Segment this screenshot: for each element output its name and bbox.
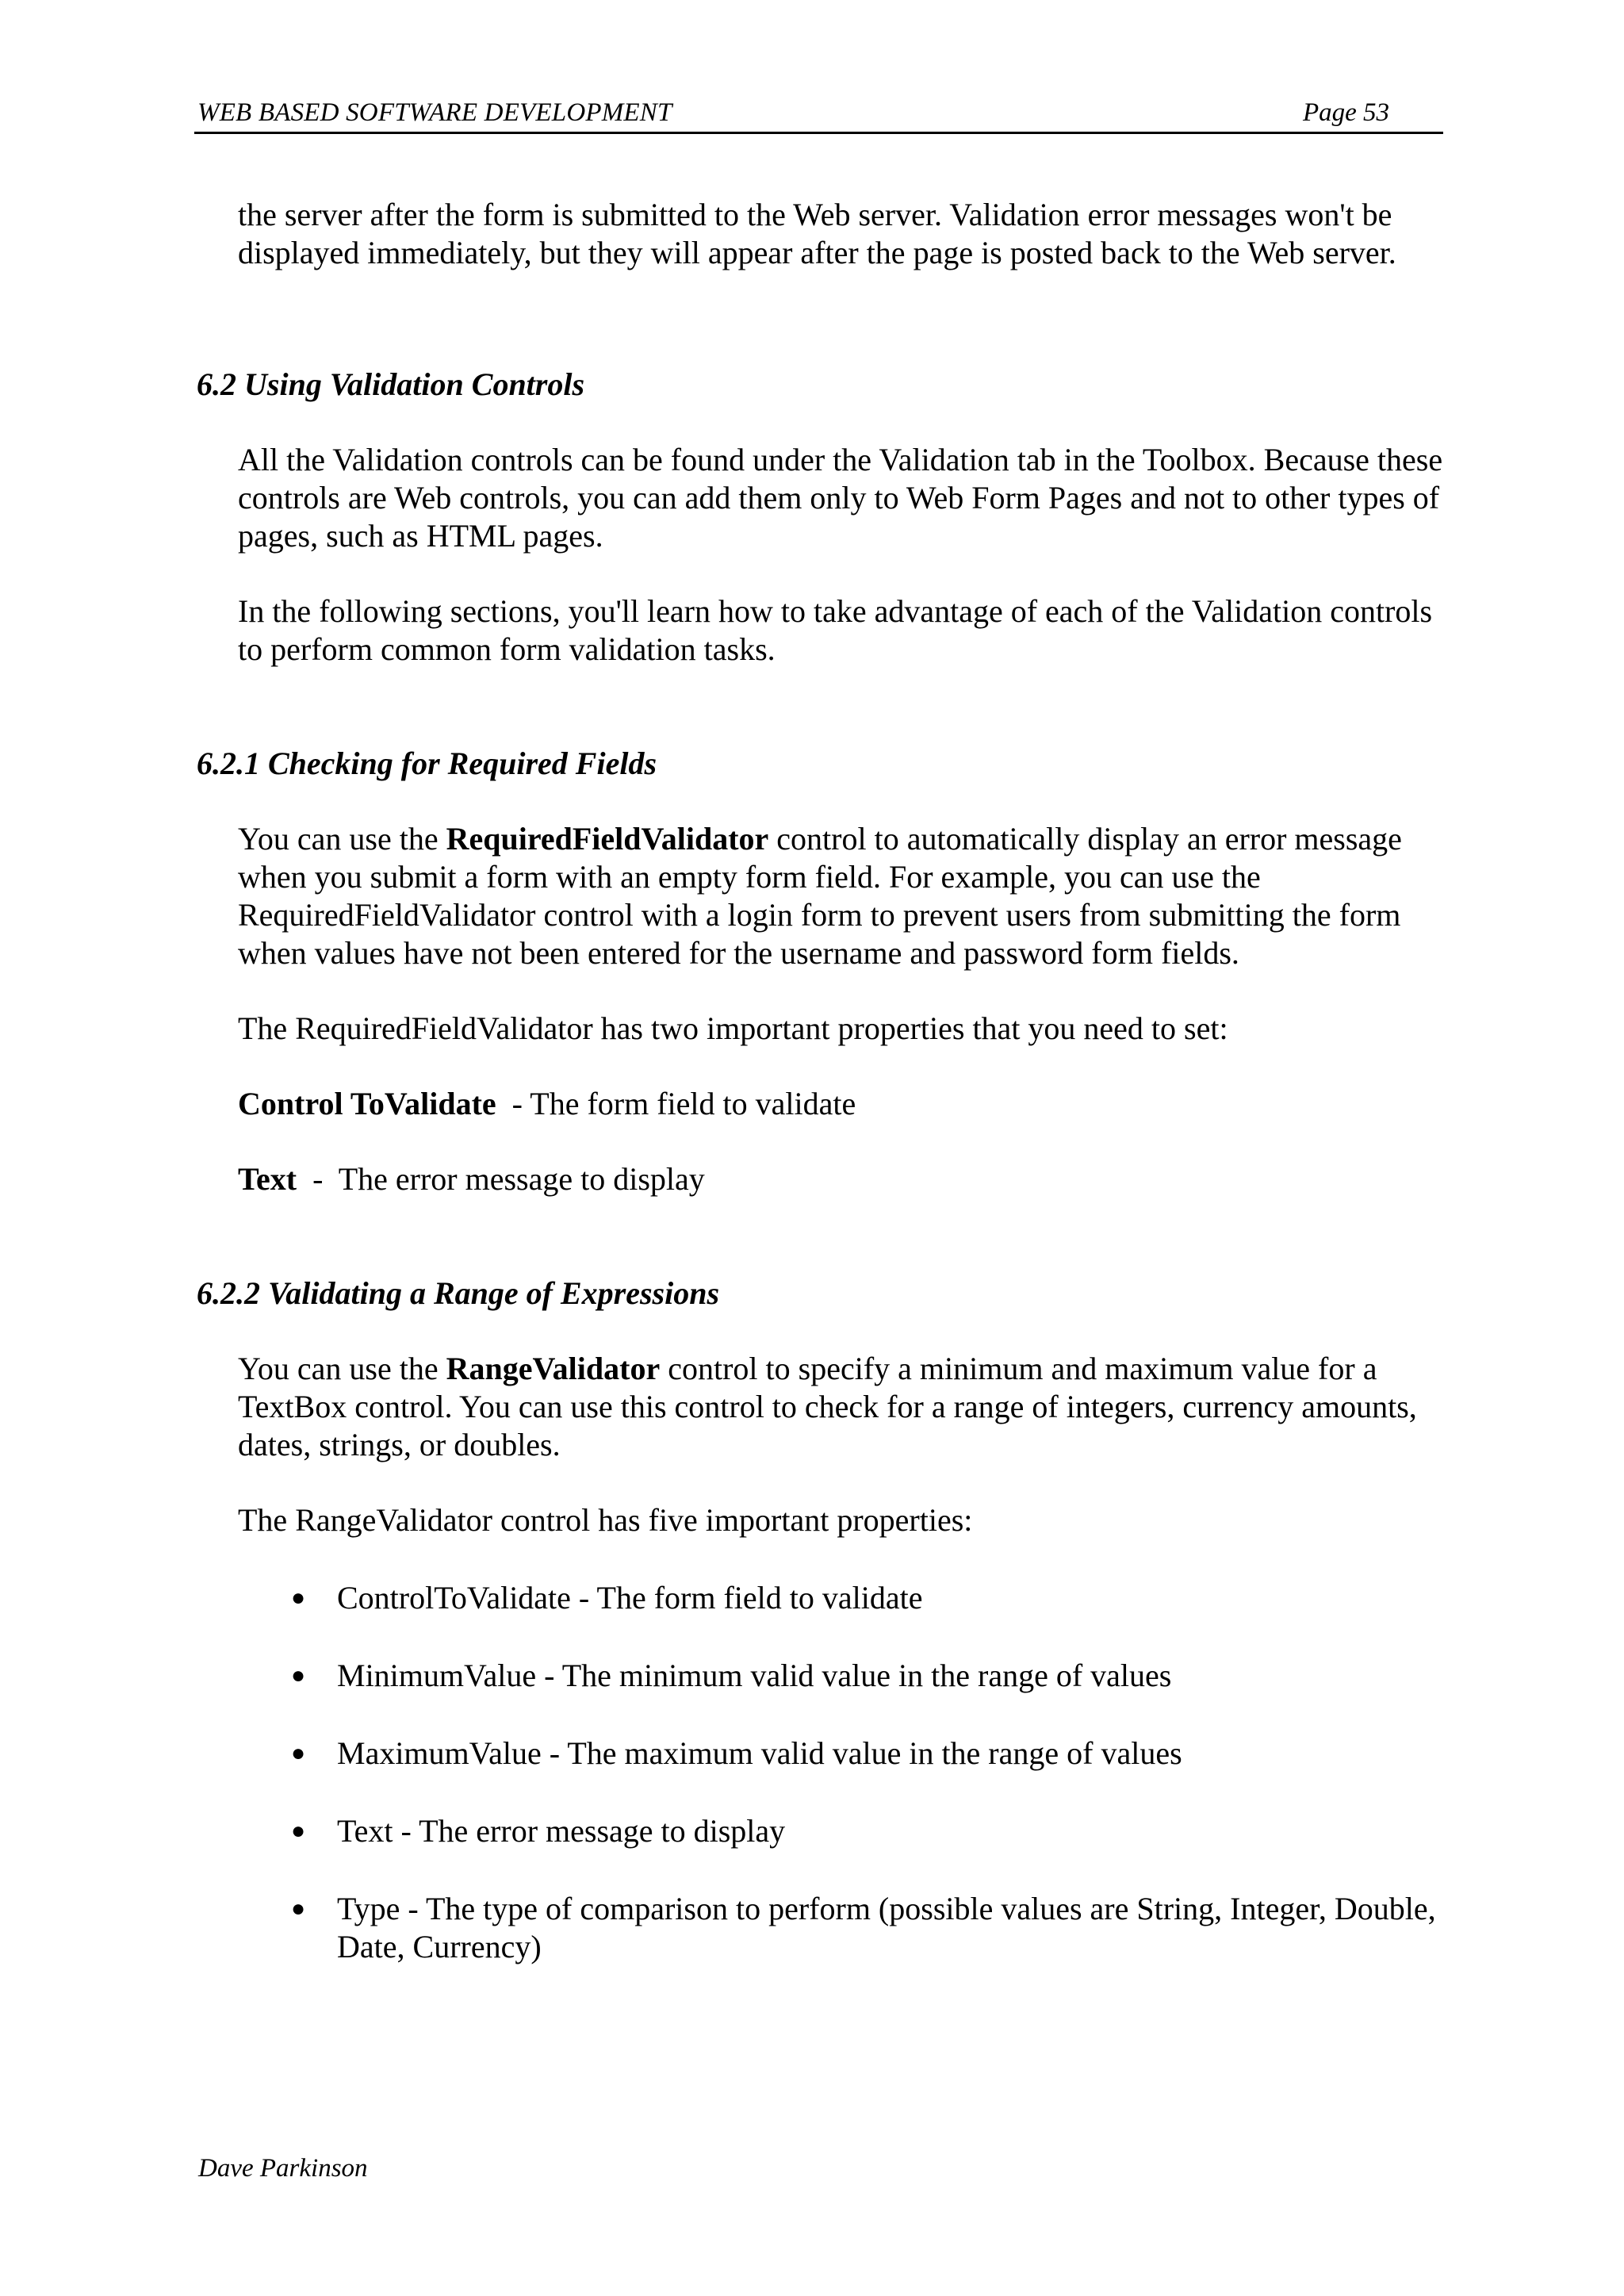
property-description: - The error message to display bbox=[297, 1161, 705, 1197]
bullet-icon: ● bbox=[291, 1662, 306, 1688]
list-item bbox=[238, 1812, 1459, 1850]
term-range-validator: RangeValidator bbox=[446, 1351, 661, 1386]
property-description: - The form field to validate bbox=[496, 1086, 856, 1121]
list-item bbox=[238, 1734, 1459, 1773]
list-item bbox=[238, 1890, 1459, 1966]
page-number: Page 53 bbox=[1302, 98, 1389, 127]
page-header bbox=[194, 94, 1443, 134]
paragraph-range-props: The RangeValidator control has five important properties: bbox=[238, 1502, 973, 1538]
bullet-icon: ● bbox=[291, 1585, 306, 1611]
property-name: Control ToValidate bbox=[238, 1086, 496, 1121]
page-body bbox=[197, 196, 1459, 2006]
list-item-text: Type - The type of comparison to perform (possible values are String, Integer, Double, Date, Currency) bbox=[337, 1891, 1436, 1964]
list-item-text: MinimumValue - The minimum valid value in the range of values bbox=[337, 1658, 1172, 1693]
properties-list bbox=[238, 1579, 1459, 1966]
property-text bbox=[238, 1160, 1459, 1198]
header-title: WEB BASED SOFTWARE DEVELOPMENT bbox=[197, 98, 672, 127]
section-heading-6-2-2: 6.2.2 Validating a Range of Expressions bbox=[197, 1275, 720, 1311]
bullet-icon: ● bbox=[291, 1740, 306, 1766]
page-footer-author: Dave Parkinson bbox=[198, 2154, 368, 2183]
text-fragment: You can use the bbox=[238, 1351, 446, 1386]
paragraph-range-validator bbox=[238, 1350, 1459, 1464]
term-required-field-validator: RequiredFieldValidator bbox=[446, 821, 769, 857]
paragraph-required-props: The RequiredFieldValidator has two important properties that you need to set: bbox=[238, 1010, 1228, 1046]
list-item bbox=[238, 1579, 1459, 1617]
property-control-to-validate bbox=[238, 1085, 1459, 1123]
paragraph-6-2-1: All the Validation controls can be found under the Validation tab in the Toolbox. Because these controls are Web controls, you can add them only to Web Form Pages and not to other types of pages, such as HTML pages. bbox=[238, 442, 1443, 554]
text-fragment: control to automatically display an error message when you submit a form with an empty form field. For example, you can use the RequiredFieldValidator control with a login form to prevent users from submitting the form when values have not been entered for the username and password form fields. bbox=[238, 821, 1402, 971]
list-item-text: ControlToValidate - The form field to validate bbox=[337, 1580, 923, 1616]
list-item-text: Text - The error message to display bbox=[337, 1813, 786, 1849]
list-item bbox=[238, 1657, 1459, 1695]
paragraph-6-2-2: In the following sections, you'll learn how to take advantage of each of the Validation controls to perform common form validation tasks. bbox=[238, 593, 1433, 667]
paragraph-required-field bbox=[238, 820, 1459, 972]
list-item-text: MaximumValue - The maximum valid value in the range of values bbox=[337, 1735, 1182, 1771]
intro-paragraph: the server after the form is submitted to the Web server. Validation error messages won't be displayed immediately, but they will appear after the page is posted back to the Web server. bbox=[238, 197, 1396, 270]
property-name: Text bbox=[238, 1161, 297, 1197]
text-fragment: You can use the bbox=[238, 821, 446, 857]
section-heading-6-2: 6.2 Using Validation Controls bbox=[197, 366, 585, 402]
section-heading-6-2-1: 6.2.1 Checking for Required Fields bbox=[197, 746, 657, 781]
bullet-icon: ● bbox=[291, 1895, 306, 1922]
text-fragment: control to specify a minimum and maximum value for a TextBox control. You can use this control to check for a range of integers, currency amounts, dates, strings, or doubles. bbox=[238, 1351, 1417, 1462]
bullet-icon: ● bbox=[291, 1818, 306, 1844]
